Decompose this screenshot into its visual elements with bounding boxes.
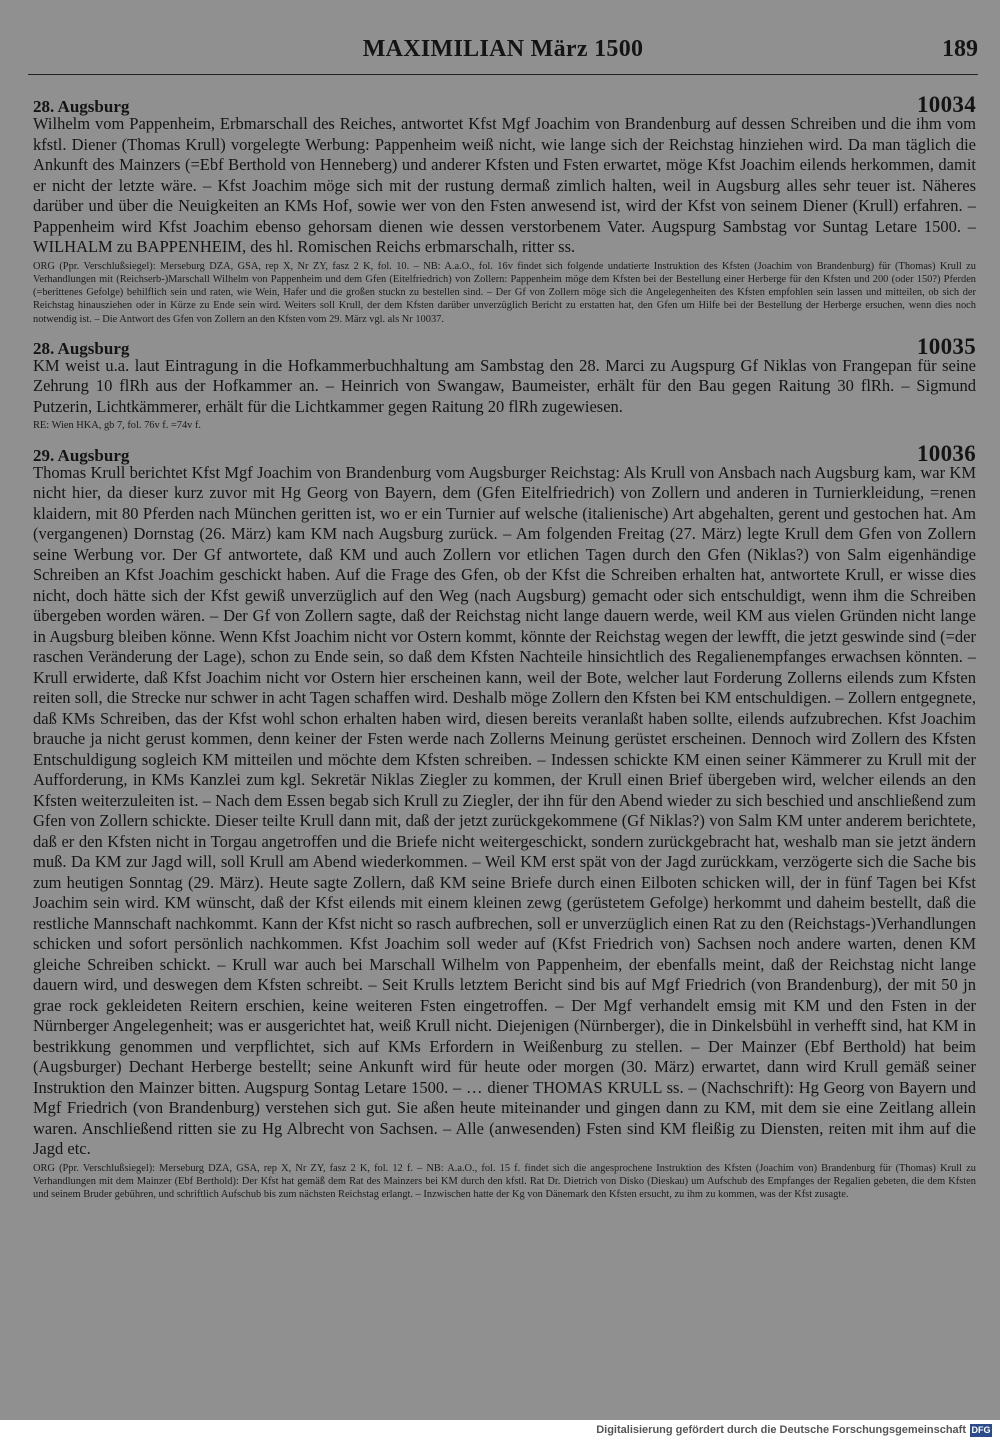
- page-number: 189: [942, 36, 978, 62]
- header-title: MAXIMILIAN März 1500: [362, 36, 644, 62]
- entry-date: 28. Augsburg: [33, 97, 130, 116]
- footer-credit: Digitalisierung gefördert durch die Deutsche Forschungsgemeinschaft: [596, 1424, 966, 1436]
- entry-10036: [33, 441, 976, 1202]
- entry-date: 28. Augsburg: [33, 338, 130, 358]
- entry-body: Wilhelm vom Pappenheim, Erbmarschall des Reiches, antwortet Kfst Mgf Joachim von Brandenburg auf dessen Schreiben und die ihm vom kfstl. Diener (Thomas Krull) vorgelegte Werbung: Pappenheim weiß nicht, wie lange sich der Reichstag hinziehen wird. Da man täglich die Ankunft des Mainzers (=Ebf Berthold von Henneberg) und anderer Kfsten und Fsten erwartet, möge Kfst Joachim eilends herkommen, damit er nicht der letzte wäre. – Kfst Joachim möge sich mit der rustung dermaß zimlich halten, weil in Augsburg alles sehr teuer ist. Näheres darüber und über die Neuigkeiten an KMs Hof, sowie wer von den Fsten anwesend ist, wird der Kfst von seinem Diener (Krull) erfahren. – Pappenheim wird Kfst Joachim ebenso gehorsam dienen wie dessen verstorbenem Vater. Augspurg Sambstag vor Suntag Letare 1500. – WILHALM zu BAPPENHEIM, des hl. Romischen Reichs erbmarschalh, ritter ss.: [33, 114, 976, 256]
- entry-source-note: ORG (Ppr. Verschlußsiegel): Merseburg DZA, GSA, rep X, Nr ZY, fasz 2 K, fol. 12 f. – NB: A.a.O., fol. 15 f. findet sich die angesprochene Instruktion des Kfsten (Joachim von) Brandenburg für (Thomas) Krull zu Verhandlungen mit dem Mainzer (Ebf Berthold): Der Kfst hat gemäß dem Rat des Mainzers bei KM durch den kfstl. Rat Dr. Dietrich von Disko (Dieskau) um Aufschub des Empfanges der Regalien gebeten, die dem Kfsten und seinem Bruder gebühren, und schriftlich Aufschub bis zum nächsten Reichstag erlangt. – Inzwischen hatte der Kg von Dänemark den Kfsten ersucht, zu ihm zu kommen, was der Kfst zusagte.: [33, 1162, 976, 1201]
- entry-body: Thomas Krull berichtet Kfst Mgf Joachim von Brandenburg vom Augsburger Reichstag: Als Krull von Ansbach nach Augsburg kam, war KM nicht hier, da dieser kurz zuvor mit Hg Georg von Bayern, dem (Gfen Eitelfriedrich) von Zollern und anderen in Turnierkleidung, =renen klaidern, mit 80 Pferden nach München geritten ist, wo er ein Turnier auf welsche (italienische) Art abgehalten, gerent und gestochen hat. Am (vergangenen) Dornstag (26. März) kam KM nach Augsburg zurück. – Am folgenden Freitag (27. März) legte Krull dem Gfen von Zollern seine Werbung vor. Der Gf antwortete, daß KM und auch Zollern vor etlichen Tagen durch den Gfen (Niklas?) von Salm eigenhändige Schreiben an Kfst Joachim geschickt haben. Auf die Frage des Gfen, ob der Kfst die Schreiben erhalten hat, antwortete Krull, er wisse dies nicht, doch hätte sich der Kfst gewiß unverzüglich auf den Weg (nach Augsburg) gemacht oder sich entschuldigt, wenn ihm die Schreiben übergeben worden wären. – Der Gf von Zollern sagte, daß der Reichstag nicht lange dauern werde, weil KM aus vielen Gründen nicht lange in Augsburg bleiben könne. Wenn Kfst Joachim nicht vor Ostern kommt, könnte der Reichstag wegen der lewfft, die jetzt geswinde sind (=der raschen Veränderung der Lage), schon zu Ende sein, so daß dem Kfsten Nachteile hinsichtlich des Regalienempfanges erwachsen könnten. – Krull erwiderte, daß Kfst Joachim nicht vor Ostern hier erscheinen kann, weil der Bote, welcher laut Forderung Zollerns eilends zum Kfsten reiten soll, die Strecke nur schwer in acht Tagen schaffen wird. Deshalb möge Zollern den Kfsten bei KM entschuldigen. – Zollern entgegnete, daß KMs Schreiben, das der Kfst wohl schon erhalten haben wird, diesen bereits veranlaßt haben sollte, eilends aufzubrechen. Kfst Joachim brauche ja nicht gerust kommen, denn keiner der Fsten werde nach Zollerns Meinung gerüstet erscheinen. Dennoch wird Zollern des Kfsten Entschuldigung sogleich KM mitteilen und möchte dem Kfsten schreiben. – Indessen schickte KM einen seiner Kämmerer zu Krull mit der Aufforderung, in KMs Kanzlei zum kgl. Sekretär Niklas Ziegler zu kommen, der Krull einen Brief übergeben wird, welcher eilends an den Kfsten weiterzuleiten ist. – Nach dem Essen begab sich Krull zu Ziegler, der ihn für den Abend wieder zu sich beschied und anschließend zum Gfen von Zollern schickte. Dieser teilte Krull dann mit, daß der jetzt zurückgekommene (Gf Niklas?) von Salm KM unter anderem berichtete, daß er den Kfsten nicht in Torgau angetroffen und die Briefe nicht weitergeschickt, sondern zurückgebracht hat, weshalb man sie jetzt ändern muß. Da KM zur Jagd will, soll Krull am Abend wiederkommen. – Weil KM erst spät von der Jagd zurückkam, verzögerte sich die Sache bis zum heutigen Sonntag (29. März). Heute sagte Zollern, daß KM seine Briefe durch einen Eilboten schicken will, der in fünf Tagen bei Kfst Joachim sein wird. KM wünscht, daß der Kfst eilends mit einem kleinen zewg (gerüstetem Gefolge) herkommt und daheim bestellt, daß die restliche Mannschaft nachkommt. Kann der Kfst nicht so rasch aufbrechen, soll er unverzüglich einen Rat zu den (Reichstags-)Verhandlungen schicken und sofort persönlich nachkommen. Kfst Joachim soll weder auf (Kfst Friedrich von) Sachsen noch andere warten, denen KM gleiche Schreiben schickt. – Krull war auch bei Marschall Wilhelm von Pappenheim, der ebenfalls meint, daß der Reichstag nicht lange dauern wird, und deswegen dem Kfsten schreibt. – Seit Krulls letztem Bericht sind bis auf Mgf Friedrich (von Brandenburg), der mit 50 jn grae rock gekleideten Reitern erschien, keine weiteren Fsten eingetroffen. – Der Mgf verhandelt emsig mit KM und den Fsten in der Nürnberger Angelegenheit; was er ausgerichtet hat, weiß Krull nicht. Diejenigen (Nürnberger), die in Dinkelsbühl in verhefft sind, hat KM in bestrikkung genommen und verpflichtet, sich auf KMs Erfordern in Weißenburg zu stellen. – Der Mainzer (Ebf Berthold) hat beim (Augsburger) Dechant Herberge bestellt; seine Ankunft wird für heute oder morgen (30. März) erwartet, dann wird Krull gemäß seiner Instruktion den Mainzer bitten. Augspurg Sontag Letare 1500. – … diener THOMAS KRULL ss. – (Nachschrift): Hg Georg von Bayern und Mgf Friedrich (von Brandenburg) verstehen sich gut. Sie aßen heute miteinander und gingen dann zu KM, mit dem sie eine Zeitlang allein waren. Anschließend ritten sie zu Hg Albrecht von Sachsen. – Alle (anwesenden) Fsten sind KM fleißig zu Diensten, reiten mit ihm auf die Jagd etc.: [33, 462, 976, 1159]
- document-content: [33, 92, 976, 1210]
- dfg-logo-icon: DFG: [971, 1425, 991, 1435]
- entry-10034: [33, 92, 976, 326]
- entry-source-note: RE: Wien HKA, gb 7, fol. 76v f. =74v f.: [33, 420, 202, 432]
- entry-number: 10035: [917, 333, 976, 359]
- footer-bar: [0, 1420, 1000, 1441]
- entry-10035: [33, 334, 976, 433]
- entry-body: KM weist u.a. laut Eintragung in die Hofkammerbuchhaltung am Sambstag den 28. Marci zu Augspurg Gf Niklas von Frangepan für seine Zehrung 10 flRh aus der Hofkammer an. – Heinrich von Swangaw, Baumeister, erhält für den Bau gegen Raitung 30 flRh. – Sigmund Putzerin, Lichtkämmerer, erhält für die Lichtkammer gegen Raitung 20 flRh zugewiesen.: [33, 355, 976, 416]
- running-header: [28, 34, 978, 75]
- entry-date: 29. Augsburg: [33, 445, 130, 465]
- entry-number: 10036: [917, 440, 976, 466]
- entry-heading: [33, 440, 976, 466]
- entry-number: 10034: [917, 92, 976, 117]
- entry-heading: [33, 333, 976, 359]
- entry-heading: [33, 92, 976, 117]
- entry-source-note: ORG (Ppr. Verschlußsiegel): Merseburg DZA, GSA, rep X, Nr ZY, fasz 2 K, fol. 10. – NB: A.a.O., fol. 16v findet sich folgende undatierte Instruktion des Kfsten (Joachim von Brandenburg) für (Thomas) Krull zu Verhandlungen mit (Reichserb-)Marschall Wilhelm von Pappenheim und dem Gfen (Eitelfriedrich) von Zollern: Pappenheim möge dem Kfsten bei der Bestellung einer Herberge für den Kfsten und 200 (oder 150?) Pferden (=berittenes Gefolge) behilflich sein und raten, wie Wein, Hafer und die großen stuckn zu bestellen sind. – Der Gf von Zollern möge sich die Angelegenheiten des Kfsten empfohlen sein lassen und mitteilen, ob sich der Reichstag hinausziehen oder in Kürze zu Ende sein wird. Weiters soll Krull, der dem Kfsten darüber unverzüglich Bericht zu erstatten hat, den Gfen um Hilfe bei der Bestellung der Herberge ersuchen, wenn dies noch notwendig ist. – Die Antwort des Gfen von Zollern an den Kfsten vom 29. März vgl. als Nr 10037.: [33, 260, 976, 325]
